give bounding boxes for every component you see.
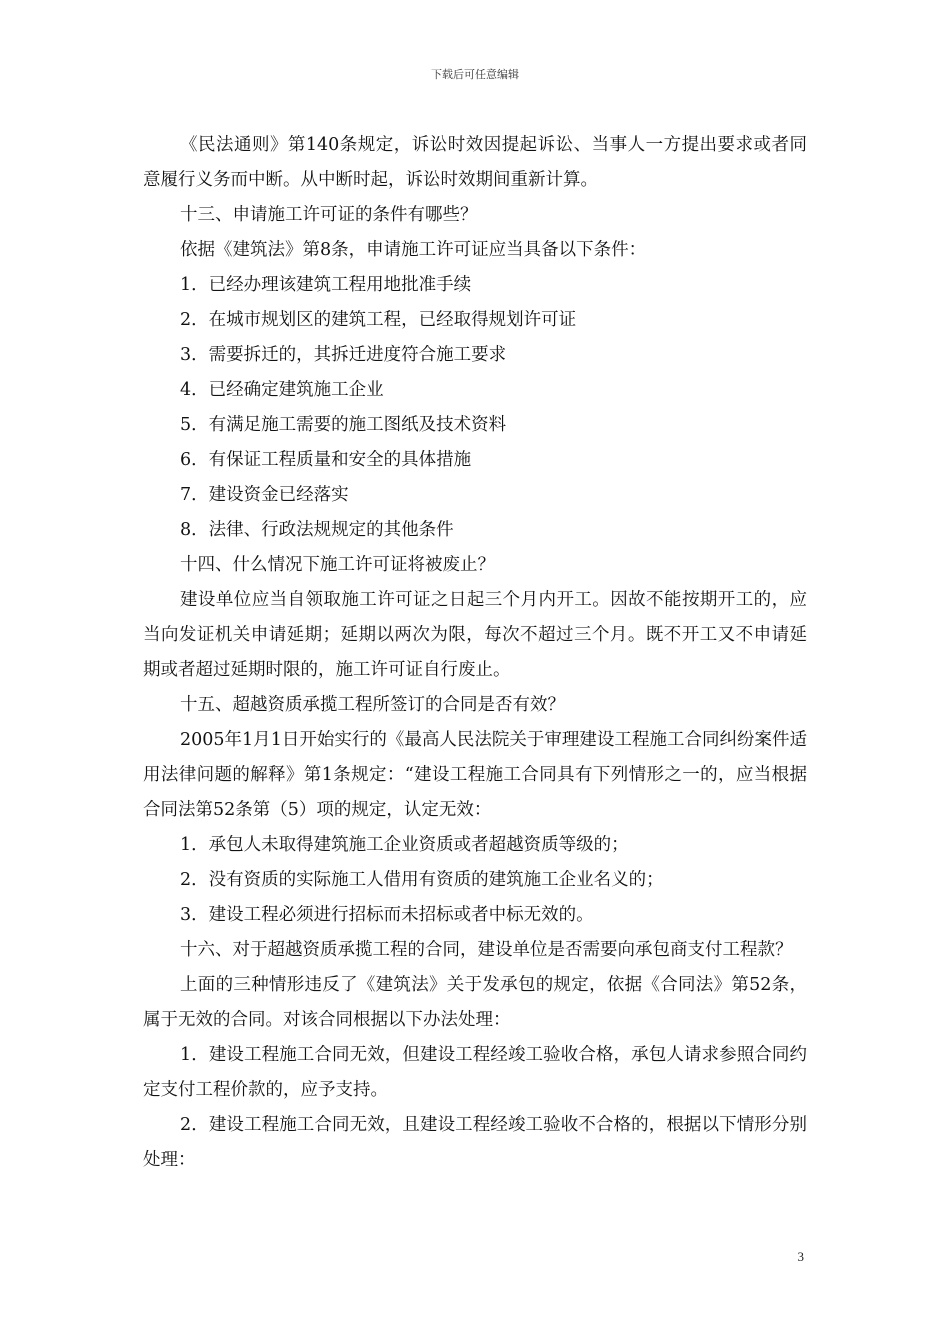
list-item: 1．建设工程施工合同无效，但建设工程经竣工验收合格，承包人请求参照合同约定支付工程价款的，应予支持。 [143,1045,807,1100]
list-item: 1．承包人未取得建筑施工企业资质或者超越资质等级的； [180,835,629,855]
list-item: 5．有满足施工需要的施工图纸及技术资料 [180,415,507,435]
document-body [143,128,807,1178]
paragraph: 建设单位应当自领取施工许可证之日起三个月内开工。因故不能按期开工的，应当向发证机关申请延期；延期以两次为限，每次不超过三个月。既不开工又不申请延期或者超过延期时限的，施工许可证自行废止。 [143,590,807,680]
page-number: 3 [797,1249,804,1264]
paragraph: 2005年1月1日开始实行的《最高人民法院关于审理建设工程施工合同纠纷案件适用法律问题的解释》第1条规定：“建设工程施工合同具有下列情形之一的，应当根据合同法第52条第（5）项的规定，认定无效： [143,730,807,820]
list-item: 8．法律、行政法规规定的其他条件 [180,520,454,540]
list-item: 2．建设工程施工合同无效，且建设工程经竣工验收不合格的，根据以下情形分别处理： [143,1115,807,1170]
list-item: 3．需要拆迁的，其拆迁进度符合施工要求 [180,345,507,365]
paragraph: 《民法通则》第140条规定，诉讼时效因提起诉讼、当事人一方提出要求或者同意履行义务而中断。从中断时起，诉讼时效期间重新计算。 [143,135,807,190]
list-item: 7．建设资金已经落实 [180,485,349,505]
list-item: 4．已经确定建筑施工企业 [180,380,384,400]
section-heading: 十三、申请施工许可证的条件有哪些？ [180,205,478,225]
list-item: 6．有保证工程质量和安全的具体措施 [180,450,472,470]
list-item: 3．建设工程必须进行招标而未招标或者中标无效的。 [180,905,594,925]
list-item: 2．在城市规划区的建筑工程，已经取得规划许可证 [180,310,577,330]
section-heading: 十四、什么情况下施工许可证将被废止？ [180,555,495,575]
paragraph: 依据《建筑法》第8条，申请施工许可证应当具备以下条件： [180,240,647,260]
section-heading: 十五、超越资质承揽工程所签订的合同是否有效？ [180,695,565,715]
list-item: 1．已经办理该建筑工程用地批准手续 [180,275,472,295]
paragraph: 上面的三种情形违反了《建筑法》关于发承包的规定，依据《合同法》第52条，属于无效的合同。对该合同根据以下办法处理： [143,975,807,1030]
list-item: 2．没有资质的实际施工人借用有资质的建筑施工企业名义的； [180,870,664,890]
page-header: 下载后可任意编辑 [431,68,519,81]
section-heading: 十六、对于超越资质承揽工程的合同，建设单位是否需要向承包商支付工程款？ [180,940,793,960]
